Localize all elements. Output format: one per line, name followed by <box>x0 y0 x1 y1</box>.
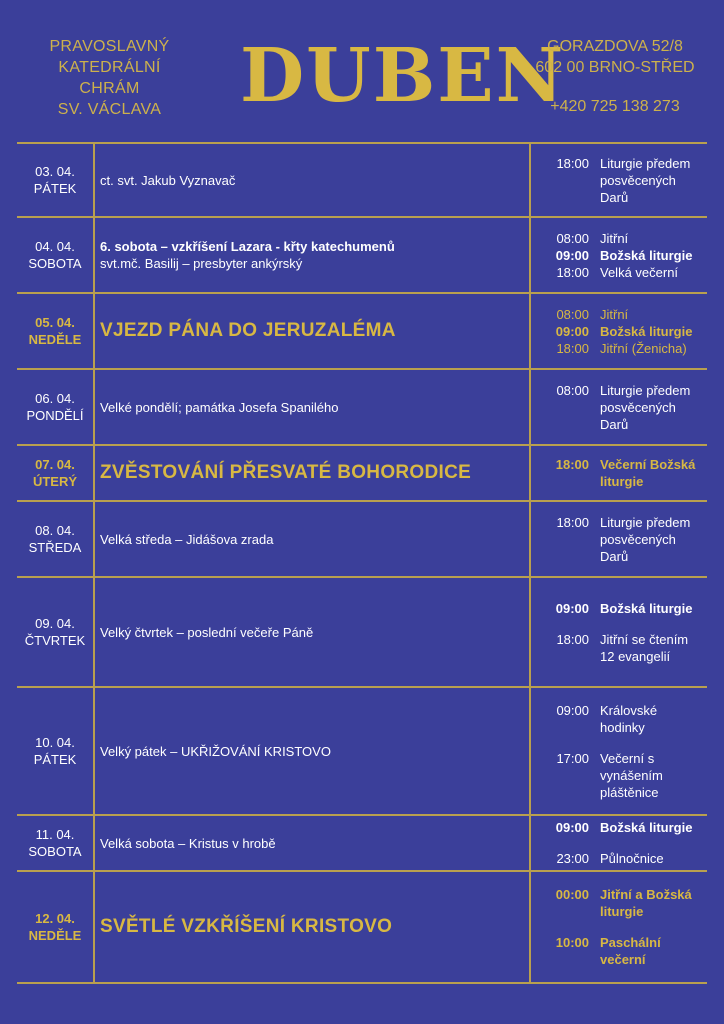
service-item <box>537 247 705 264</box>
day-row <box>17 294 707 368</box>
service-name: Jitřní <box>600 306 629 322</box>
address-line: 602 00 BRNO-STŘED <box>535 59 695 76</box>
service-time: 17:00 <box>556 750 589 766</box>
service-name: Jitřní <box>600 230 629 246</box>
service-time: 18:00 <box>556 514 589 530</box>
day-date: 08. 04. <box>35 523 75 538</box>
church-name <box>22 36 197 120</box>
day-title-cell <box>100 502 525 576</box>
month-title: DUBEN <box>240 33 566 119</box>
services-cell <box>537 144 705 216</box>
service-time: 10:00 <box>555 935 589 950</box>
day-row <box>17 816 707 870</box>
services-cell <box>537 688 705 814</box>
service-time: 09:00 <box>555 600 589 616</box>
service-name: Božská liturgie <box>600 247 693 263</box>
services-cell <box>537 578 705 686</box>
services-cell <box>537 446 705 500</box>
service-name: Jitřní se čtením 12 evangelií <box>600 631 689 664</box>
day-date-cell <box>17 502 93 576</box>
day-row <box>17 688 707 814</box>
day-date-cell <box>17 370 93 444</box>
service-item <box>537 155 705 206</box>
services-cell <box>537 816 705 870</box>
church-name-line: PRAVOSLAVNÝ <box>49 38 170 55</box>
service-item <box>537 819 705 836</box>
day-title: VJEZD PÁNA DO JERUZALÉMA <box>100 320 396 341</box>
day-title: Velký pátek – UKŘIŽOVÁNÍ KRISTOVO <box>100 743 331 759</box>
service-name: Večerní s vynášením pláštěnice <box>600 750 663 800</box>
day-row <box>17 502 707 576</box>
day-row <box>17 872 707 982</box>
service-item <box>537 456 705 490</box>
service-name: Paschální večerní <box>600 935 661 967</box>
column-divider <box>93 142 95 984</box>
service-time: 23:00 <box>556 851 589 866</box>
day-title-cell <box>100 144 525 216</box>
day-date: 06. 04. <box>35 391 75 406</box>
day-title: Velký čtvrtek – poslední večeře Páně <box>100 624 314 640</box>
service-time: 18:00 <box>556 340 589 356</box>
church-name-line: SV. VÁCLAVA <box>57 101 162 118</box>
service-name: Jitřní (Ženicha) <box>600 340 687 356</box>
service-time: 18:00 <box>556 264 589 280</box>
day-title: SVĚTLÉ VZKŘÍŠENÍ KRISTOVO <box>100 916 393 937</box>
day-row <box>17 144 707 216</box>
day-subtitle: svt.mč. Basilij – presbyter ankýrský <box>100 256 303 271</box>
day-weekday: ČTVRTEK <box>24 633 86 648</box>
service-time: 08:00 <box>556 382 589 398</box>
day-date-cell <box>17 578 93 686</box>
day-date: 11. 04. <box>35 827 75 842</box>
service-spacer <box>537 836 705 850</box>
service-item <box>537 340 705 357</box>
day-title-cell <box>100 294 525 368</box>
service-name: Půlnočnice <box>600 851 664 866</box>
service-spacer <box>537 617 705 631</box>
service-name: Božská liturgie <box>600 600 693 616</box>
day-title: ZVĚSTOVÁNÍ PŘESVATÉ BOHORODICE <box>100 462 472 483</box>
service-name: Královské hodinky <box>600 702 658 735</box>
service-time: 08:00 <box>556 230 589 246</box>
services-cell <box>537 370 705 444</box>
services-cell <box>537 502 705 576</box>
service-name: Božská liturgie <box>600 323 693 339</box>
day-date-cell <box>17 294 93 368</box>
church-name-line: CHRÁM <box>79 80 140 97</box>
service-item <box>537 750 705 801</box>
day-title: ct. svt. Jakub Vyznavač <box>100 172 236 188</box>
day-row <box>17 578 707 686</box>
day-row <box>17 218 707 292</box>
day-date-cell <box>17 816 93 870</box>
day-title-cell <box>100 446 525 500</box>
service-name: Jitřní a Božská liturgie <box>600 887 692 919</box>
service-name: Velká večerní <box>600 264 679 280</box>
day-date-cell <box>17 446 93 500</box>
service-item <box>537 850 705 867</box>
service-time: 18:00 <box>556 155 589 171</box>
day-date: 09. 04. <box>35 616 75 631</box>
service-time: 00:00 <box>555 887 589 902</box>
service-name: Božská liturgie <box>600 820 693 835</box>
services-cell <box>537 218 705 292</box>
service-spacer <box>537 736 705 750</box>
day-title: Velká sobota – Kristus v hrobě <box>100 835 276 851</box>
row-divider <box>17 982 707 984</box>
day-title-cell <box>100 218 525 292</box>
day-title-cell <box>100 578 525 686</box>
service-time: 09:00 <box>556 702 589 718</box>
service-item <box>537 382 705 433</box>
service-item <box>537 264 705 281</box>
church-contact <box>520 36 710 117</box>
day-date-cell <box>17 218 93 292</box>
day-date: 04. 04. <box>35 239 75 254</box>
column-divider <box>529 142 531 984</box>
service-item <box>537 306 705 323</box>
day-title: Velká středa – Jidášova zrada <box>100 531 274 547</box>
day-weekday: ÚTERÝ <box>32 474 78 489</box>
service-time: 09:00 <box>555 820 589 835</box>
day-date-cell <box>17 144 93 216</box>
day-weekday: NEDĚLE <box>28 332 82 347</box>
service-item <box>537 934 705 968</box>
service-name: Liturgie předem posvěcených Darů <box>600 155 691 205</box>
day-title-cell <box>100 370 525 444</box>
service-item <box>537 230 705 247</box>
service-item <box>537 323 705 340</box>
service-time: 08:00 <box>556 306 589 322</box>
day-date-cell <box>17 688 93 814</box>
day-title-cell <box>100 872 525 982</box>
day-weekday: PONDĚLÍ <box>26 408 84 423</box>
service-item <box>537 600 705 617</box>
service-item <box>537 702 705 736</box>
services-cell <box>537 872 705 982</box>
service-item <box>537 631 705 665</box>
day-date: 07. 04. <box>35 457 75 472</box>
service-time: 09:00 <box>555 323 589 339</box>
day-weekday: PÁTEK <box>33 752 77 767</box>
day-row <box>17 446 707 500</box>
service-time: 18:00 <box>556 631 589 647</box>
day-title-cell <box>100 816 525 870</box>
day-date: 12. 04. <box>35 911 75 926</box>
day-date: 03. 04. <box>35 164 75 179</box>
day-date: 10. 04. <box>35 735 75 750</box>
service-spacer <box>537 920 705 934</box>
service-name: Liturgie předem posvěcených Darů <box>600 514 691 564</box>
day-title-cell <box>100 688 525 814</box>
service-item <box>537 886 705 920</box>
day-title: Velké pondělí; památka Josefa Spanilého <box>100 399 339 415</box>
day-weekday: SOBOTA <box>28 256 82 271</box>
day-date: 05. 04. <box>35 315 75 330</box>
service-time: 18:00 <box>555 457 589 472</box>
service-name: Večerní Božská liturgie <box>600 457 696 489</box>
schedule-table <box>17 142 707 984</box>
day-date-cell <box>17 872 93 982</box>
day-weekday: SOBOTA <box>28 844 82 859</box>
day-weekday: PÁTEK <box>33 181 77 196</box>
service-time: 09:00 <box>555 247 589 263</box>
day-row <box>17 370 707 444</box>
service-item <box>537 514 705 565</box>
church-name-line: KATEDRÁLNÍ <box>58 59 161 76</box>
services-cell <box>537 294 705 368</box>
day-weekday: NEDĚLE <box>28 928 82 943</box>
day-title: 6. sobota – vzkříšení Lazara - křty katechumenů <box>100 239 395 254</box>
service-name: Liturgie předem posvěcených Darů <box>600 382 691 432</box>
day-weekday: STŘEDA <box>28 540 82 555</box>
phone-number: +420 725 138 273 <box>550 98 680 115</box>
address-line: GORAZDOVA 52/8 <box>547 38 683 55</box>
